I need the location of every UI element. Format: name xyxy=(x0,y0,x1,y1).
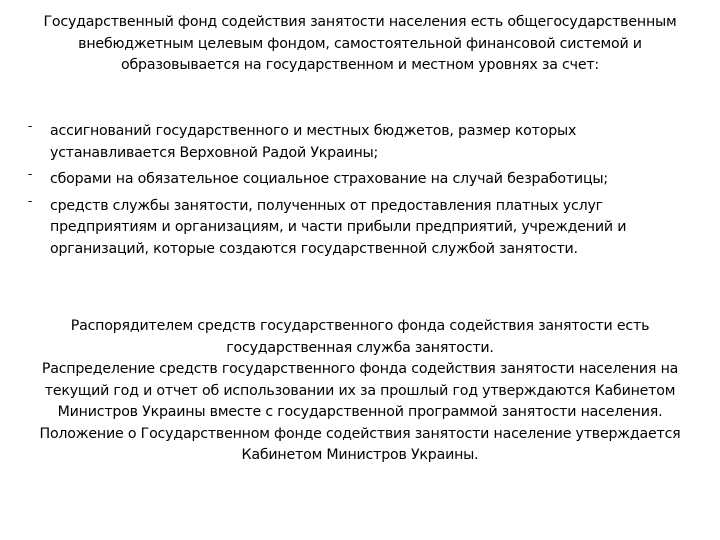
bullet-dash-icon: - xyxy=(28,119,33,133)
list-item xyxy=(28,193,688,261)
list-item xyxy=(28,121,688,164)
funding-sources-list xyxy=(28,121,688,265)
closing-paragraph: Распределение средств государственного фонда содействия занятости населения на текущий год и отчет об использовании их за прошлый год утверждаются Кабинетом Министров Украины вместе с государственной программой занятости населения. xyxy=(41,361,679,420)
bullet-dash-icon: - xyxy=(28,193,33,208)
closing-section xyxy=(30,316,690,467)
list-item-text: средств службы занятости, полученных от предоставления платных услуг предприятиям и организациям, и части прибыли предприятий, учреждений и организаций, которые создаются государственной службой занятости. xyxy=(50,197,627,257)
list-item-text: ассигнований государственного и местных бюджетов, размер которых устанавливается Верховной Радой Украины; xyxy=(50,123,577,161)
closing-paragraph: Распорядителем средств государственного фонда содействия занятости есть государственная служба занятости. xyxy=(70,318,650,356)
list-item-text: сборами на обязательное социальное страхование на случай безработицы; xyxy=(50,171,608,187)
closing-paragraph: Положение о Государственном фонде содействия занятости население утверждается Кабинетом Министров Украины. xyxy=(39,425,681,463)
bullet-dash-icon: - xyxy=(28,167,33,181)
intro-paragraph: Государственный фонд содействия занятости населения есть общегосударственным внебюджетным целевым фондом, самостоятельной финансовой системой и образовывается на государственном и местном уровнях за счет: xyxy=(43,14,677,73)
list-item xyxy=(28,169,688,191)
